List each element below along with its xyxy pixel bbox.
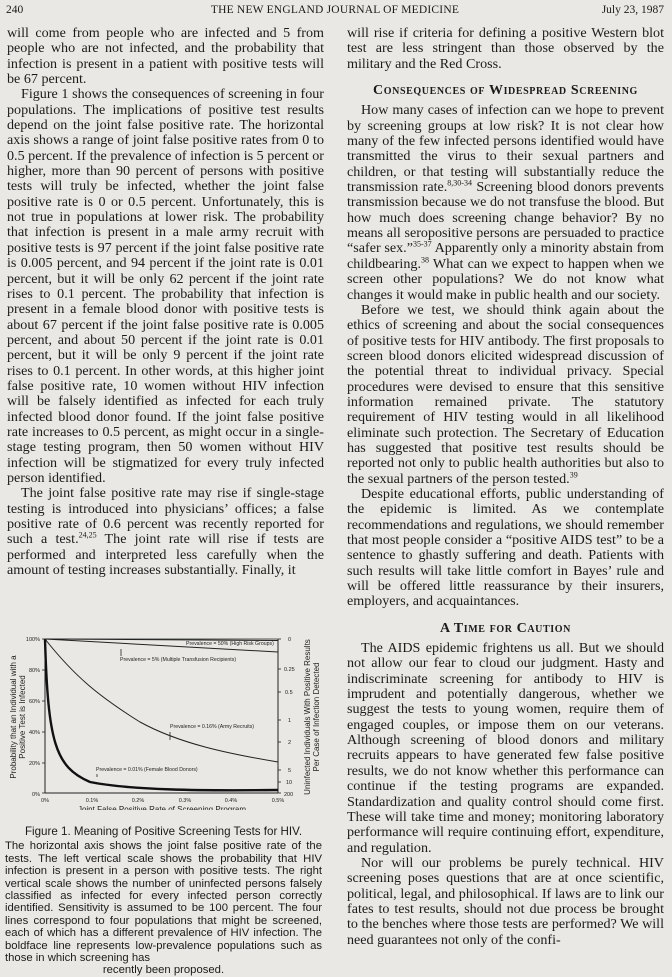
- paragraph: will come from people who are infected and 5 from people who are not infected, and the probability that infection is present in a patient with positive tests will be 67 percent.: [7, 25, 324, 88]
- svg-text:0%: 0%: [32, 792, 40, 798]
- svg-text:100%: 100%: [25, 637, 40, 643]
- figure-1-chart: [0, 622, 340, 810]
- svg-text:Uninfected Individuals With Po: Uninfected Individuals With Positive Results: [303, 639, 312, 795]
- citation: 24,25: [78, 530, 97, 540]
- right-column: [347, 26, 664, 948]
- running-header: [6, 2, 664, 20]
- svg-text:Probability that an Individual: Probability that an Individual with a: [9, 655, 18, 779]
- svg-text:0: 0: [288, 637, 292, 643]
- svg-text:Per Case of Infection Detected: Per Case of Infection Detected: [312, 662, 321, 772]
- caption-body: The horizontal axis shows the joint false positive rate of the tests. The left vertical scale shows the probability that HIV infection is present in a person with positive tests. The right vertical scale shows the number of uninfected persons falsely classified as infected for every infected person correctly identified. Sensitivity is assumed to be 100 percent. The four lines correspond to four populations that might be screened, each of which has a different prevalence of HIV infection. The boldface line represents low-prevalence populations such as those in which screening has: [5, 840, 322, 965]
- issue-date: July 23, 1987: [601, 4, 664, 16]
- citation: 8,30-34: [447, 178, 472, 188]
- svg-text:0.5: 0.5: [285, 690, 293, 696]
- paragraph: How many cases of infection can we hope to prevent by screening groups at low risk? It is not clear how many of the few infected persons identified would have transmitted the virus to their sexual partners and children, or that testing will substantially reduce the transmission rate.$^{8,30-34}$ Screening blood donors prevents transmission because we do not transfuse the blood. But how much does screening change behavior? By no means all seropositive persons are persuaded to practice “safer sex.”$^{35-37}$ Apparently only a minority abstain from childbearing.$^{38}$ What can we expect to happen when we screen other populations? We do not know what changes it would make in public health and our society.: [347, 102, 665, 303]
- svg-text:0.4%: 0.4%: [224, 798, 238, 804]
- citation: 38: [420, 255, 429, 265]
- x-axis-label: Joint False Positive Rate of Screening Program: [77, 805, 247, 810]
- paragraph: The AIDS epidemic frightens us all. But we should not allow our fear to cloud our judgment. Hasty and indiscriminate screening for antibody to HIV is imprudent and potentially dangerous, whether we suggest the tests to young women, require them of engaged couples, or impose them on our veterans. Although screening of blood donors and military recruits appears to have generated few false positive results, we do not know whether this performance can continue if the testing programs are expanded. Standardization and quality control should come first. These will take time and money; monitoring laboratory performance will require continuing effort, expenditure, and regulation.: [347, 640, 664, 856]
- paragraph: will rise if criteria for defining a positive Western blot test are less stringent than those observed by the military and the Red Cross.: [347, 25, 664, 72]
- svg-text:Prevalence = 5% (Multiple Tran: Prevalence = 5% (Multiple Transfusion Recipients): [120, 657, 237, 663]
- svg-text:0.3%: 0.3%: [178, 798, 192, 804]
- svg-text:20%: 20%: [28, 761, 40, 767]
- svg-text:60%: 60%: [28, 699, 40, 705]
- paragraph: Despite educational efforts, public understanding of the epidemic is limited. As we contemplate recommendations and regulations, we should remember that most people consider a “positive AIDS test” to be a sentence to ghastly suffering and death. Patients with such results will take little comfort in Bayes’ rule and will be offered little reassurance by their insurers, employers, and acquaintances.: [347, 485, 664, 610]
- svg-text:10: 10: [286, 780, 293, 786]
- svg-text:Prevalence = 50% (High Risk Gr: Prevalence = 50% (High Risk Groups): [186, 641, 274, 647]
- svg-text:0.1%: 0.1%: [85, 798, 99, 804]
- svg-text:0.2%: 0.2%: [131, 798, 145, 804]
- svg-text:Prevalence = 0.01% (Female Blo: Prevalence = 0.01% (Female Blood Donors): [96, 767, 198, 773]
- svg-text:Prevalence = 0.16% (Army Recru: Prevalence = 0.16% (Army Recruits): [170, 724, 255, 730]
- svg-text:80%: 80%: [28, 668, 40, 674]
- svg-text:0.5%: 0.5%: [271, 798, 285, 804]
- paragraph: Figure 1 shows the consequences of screening in four populations. The implications of positive test results depend on the joint false positive rate. The horizontal axis shows a range of joint false positive rates from 0 to 0.5 percent. If the prevalence of infection is 5 percent or higher, more than 90 percent of persons with positive tests will truly be infected, whether the joint false positive rate is 0 or 0.5 percent. Unfortunately, this is not true in populations at lower risk. The probability that infection is present in a male army recruit with positive tests is 97 percent if the joint false positive rate is 0.005 percent, and 94 percent if the joint rate is 0.01 percent, but it will be only 62 percent if the joint rate rises to 0.1 percent. The probability that infection is present in a female blood donor with positive tests is about 67 percent if the joint false positive rate is 0.005 percent, and about 50 percent if the joint rate is 0.01 percent, but it will be only 9 percent if the joint rate rises to 0.1 percent. In other words, at this higher joint false positive rate, 10 women without HIV infection will be falsely identified as infected for each truly infected blood donor found. If the joint false positive rate increases to 0.5 percent, as might occur in a single-stage testing program, then 50 women without HIV infection will be stigmatized for every truly infected person identified.: [7, 86, 324, 486]
- svg-text:0.25: 0.25: [284, 667, 295, 673]
- svg-text:2: 2: [288, 740, 292, 746]
- citation: 39: [569, 469, 578, 479]
- page-number: 240: [6, 4, 24, 16]
- section-heading: A Time for Caution: [440, 620, 571, 636]
- paragraph: Before we test, we should think again about the ethics of screening and about the social consequences of positive tests for HIV antibody. The first proposals to screen blood donors elicited widespread discussion of the potential threat to individual privacy. Special procedures were devised to ensure that this sensitive information remained private. The statutory requirement of HIV testing would in all likelihood eliminate such protection. The Secretary of Education has suggested that positive test results should be reported not only to public health authorities but also to the sexual partners of the person tested.$^{39}$: [347, 301, 664, 487]
- caption-last-line: recently been proposed.: [102, 964, 225, 977]
- svg-text:1: 1: [288, 718, 292, 724]
- figure-caption: [5, 826, 322, 977]
- paragraph: Nor will our problems be purely technical. HIV screening poses questions that are at once scientific, political, legal, and philosophical. If laws are to link our fates to test results, should not due process be brought to the benches where those tests are performed? We will need guarantees not only of the confi-: [347, 854, 664, 948]
- journal-title: THE NEW ENGLAND JOURNAL OF MEDICINE: [210, 4, 460, 16]
- citation: 35-37: [412, 239, 432, 249]
- svg-text:5: 5: [288, 768, 292, 774]
- svg-text:200: 200: [284, 792, 294, 798]
- left-column: [7, 26, 324, 578]
- svg-text:Positive Test is Infected: Positive Test is Infected: [18, 675, 27, 759]
- paragraph: The joint false positive rate may rise if single-stage testing is introduced into physicians’ offices; a false positive rate of 0.6 percent was recently reported for such a test.$^{24,25}$ The joint rate will rise if tests are performed and interpreted less carefully when the amount of testing increases substantially. Finally, it: [7, 485, 325, 579]
- section-heading: Consequences of Widespread Screening: [373, 83, 638, 99]
- caption-title: Figure 1. Meaning of Positive Screening Tests for HIV.: [24, 825, 303, 838]
- line-chart: [0, 622, 340, 810]
- svg-text:40%: 40%: [28, 730, 40, 736]
- svg-text:0%: 0%: [41, 798, 49, 804]
